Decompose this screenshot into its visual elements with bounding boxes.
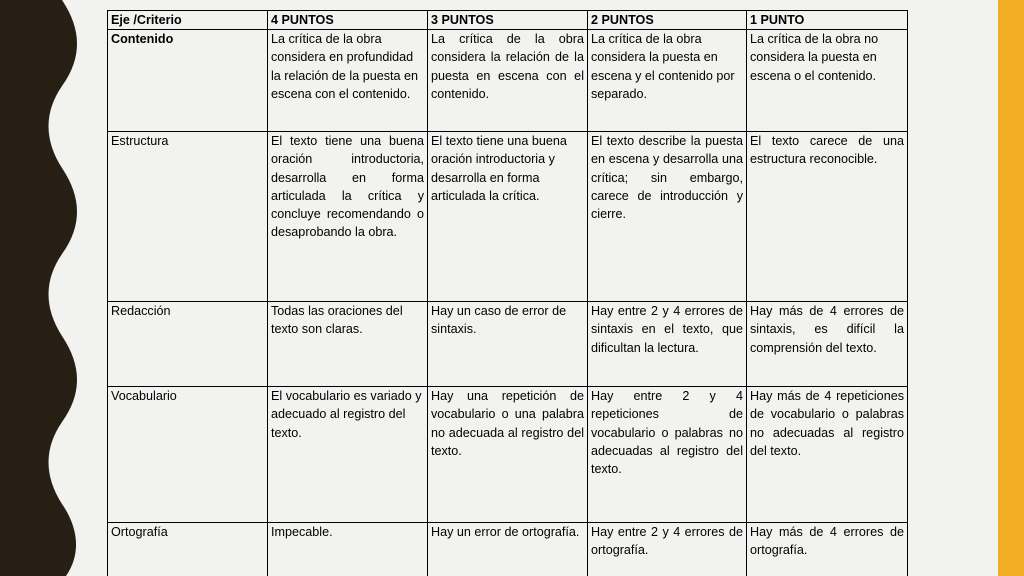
right-accent-bar bbox=[998, 0, 1024, 576]
row-estructura bbox=[108, 132, 908, 302]
row-redaccion bbox=[108, 302, 908, 387]
cell-3-puntos: Hay un caso de error de sintaxis. bbox=[428, 302, 588, 387]
header-row bbox=[108, 11, 908, 30]
cell-3-puntos: Hay un error de ortografía. bbox=[428, 523, 588, 576]
header-4-puntos: 4 PUNTOS bbox=[268, 11, 428, 30]
header-3-puntos: 3 PUNTOS bbox=[428, 11, 588, 30]
header-2-puntos: 2 PUNTOS bbox=[588, 11, 747, 30]
criterion-cell: Vocabulario bbox=[108, 387, 268, 523]
criterion-cell: Contenido bbox=[108, 30, 268, 132]
criterion-cell: Redacción bbox=[108, 302, 268, 387]
cell-2-puntos: La crítica de la obra considera la puesta en escena y el contenido por separado. bbox=[588, 30, 747, 132]
cell-4-puntos: Todas las oraciones del texto son claras. bbox=[268, 302, 428, 387]
cell-3-puntos: El texto tiene una buena oración introductoria y desarrolla en forma articulada la crítica. bbox=[428, 132, 588, 302]
cell-2-puntos: Hay entre 2 y 4 errores de sintaxis en el texto, que dificultan la lectura. bbox=[588, 302, 747, 387]
row-vocabulario bbox=[108, 387, 908, 523]
wavy-band-shape bbox=[0, 0, 77, 576]
cell-4-puntos: El vocabulario es variado y adecuado al registro del texto. bbox=[268, 387, 428, 523]
header-1-punto: 1 PUNTO bbox=[747, 11, 908, 30]
cell-3-puntos: La crítica de la obra considera la relación de la puesta en escena con el contenido. bbox=[428, 30, 588, 132]
cell-2-puntos: Hay entre 2 y 4 repeticiones de vocabulario o palabras no adecuadas al registro del texto. bbox=[588, 387, 747, 523]
criterion-cell: Ortografía bbox=[108, 523, 268, 576]
row-contenido bbox=[108, 30, 908, 132]
rubric-table bbox=[107, 10, 908, 576]
header-criterion: Eje /Criterio bbox=[108, 11, 268, 30]
row-ortografia bbox=[108, 523, 908, 576]
cell-4-puntos: La crítica de la obra considera en profundidad la relación de la puesta en escena con el contenido. bbox=[268, 30, 428, 132]
criterion-cell: Estructura bbox=[108, 132, 268, 302]
cell-2-puntos: El texto describe la puesta en escena y desarrolla una crítica; sin embargo, carece de introducción y cierre. bbox=[588, 132, 747, 302]
cell-2-puntos: Hay entre 2 y 4 errores de ortografía. bbox=[588, 523, 747, 576]
wavy-left-band bbox=[0, 0, 90, 576]
cell-1-punto: Hay más de 4 repeticiones de vocabulario o palabras no adecuadas al registro del texto. bbox=[747, 387, 908, 523]
cell-4-puntos: El texto tiene una buena oración introductoria, desarrolla en forma articulada la crítica y concluye recomendando o desaprobando la obra. bbox=[268, 132, 428, 302]
cell-1-punto: La crítica de la obra no considera la puesta en escena o el contenido. bbox=[747, 30, 908, 132]
cell-1-punto: Hay más de 4 errores de sintaxis, es difícil la comprensión del texto. bbox=[747, 302, 908, 387]
cell-1-punto: El texto carece de una estructura reconocible. bbox=[747, 132, 908, 302]
cell-4-puntos: Impecable. bbox=[268, 523, 428, 576]
cell-1-punto: Hay más de 4 errores de ortografía. bbox=[747, 523, 908, 576]
cell-3-puntos: Hay una repetición de vocabulario o una palabra no adecuada al registro del texto. bbox=[428, 387, 588, 523]
